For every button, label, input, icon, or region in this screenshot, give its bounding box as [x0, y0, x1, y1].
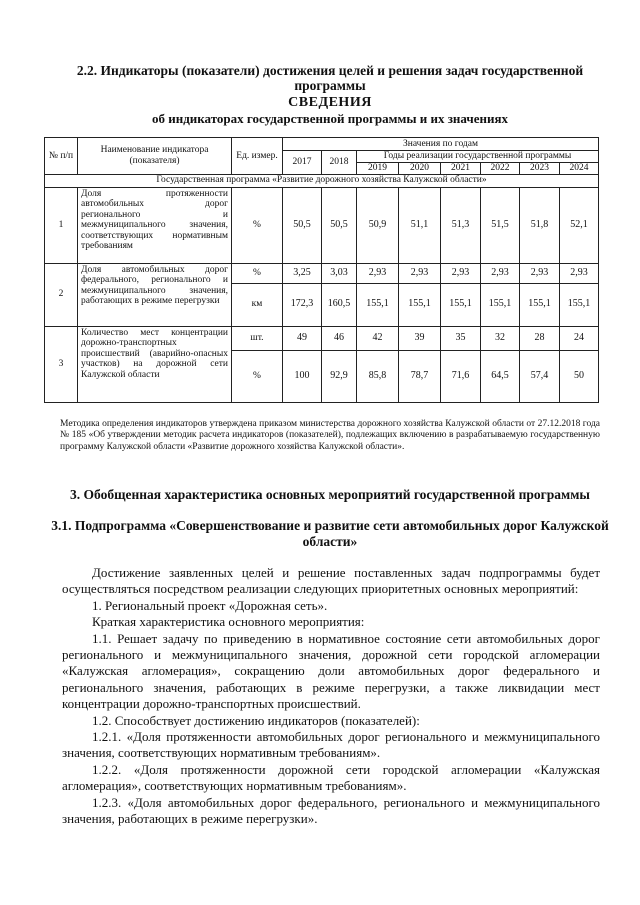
value-cell: 172,3 — [283, 283, 322, 326]
section-heading-3-1: 3.1. Подпрограмма «Совершенствование и развитие сети автомобильных дорог Калужской области» — [51, 518, 609, 549]
header-year: 2017 — [283, 151, 322, 175]
header-num: № п/п — [45, 138, 78, 175]
value-cell: 51,3 — [441, 187, 481, 263]
value-cell: 64,5 — [481, 350, 520, 402]
value-cell: 2,93 — [399, 263, 441, 283]
value-cell: 32 — [481, 326, 520, 350]
unit-cell: % — [232, 350, 283, 402]
header-year: 2023 — [520, 162, 560, 174]
value-cell: 52,1 — [560, 187, 599, 263]
unit-cell: % — [232, 263, 283, 283]
unit-cell: % — [232, 187, 283, 263]
header-year: 2020 — [399, 162, 441, 174]
value-cell: 46 — [322, 326, 357, 350]
header-unit: Ед. измер. — [232, 138, 283, 175]
value-cell: 42 — [357, 326, 399, 350]
value-cell: 50,5 — [322, 187, 357, 263]
paragraph: 1.2.1. «Доля протяженности автомобильных дорог регионального и межмуниципального значения, соответствующих нормативным требованиям». — [62, 729, 600, 761]
value-cell: 155,1 — [357, 283, 399, 326]
table-body — [45, 187, 599, 402]
value-cell: 57,4 — [520, 350, 560, 402]
table-row — [45, 187, 599, 263]
value-cell: 78,7 — [399, 350, 441, 402]
unit-cell: шт. — [232, 326, 283, 350]
svedenia-title: СВЕДЕНИЯ — [288, 95, 372, 110]
indicator-name: Количество мест концентрации дорожно-транспортных происшествий (аварийно-опасных участков) на дорожной сети Калужской области — [78, 326, 232, 402]
value-cell: 2,93 — [520, 263, 560, 283]
header-year: 2024 — [560, 162, 599, 174]
unit-cell: км — [232, 283, 283, 326]
value-cell: 155,1 — [520, 283, 560, 326]
program-row: Государственная программа «Развитие дорожного хозяйства Калужской области» — [45, 174, 599, 187]
value-cell: 2,93 — [560, 263, 599, 283]
value-cell: 3,03 — [322, 263, 357, 283]
value-cell: 92,9 — [322, 350, 357, 402]
value-cell: 85,8 — [357, 350, 399, 402]
indicator-name: Доля протяженности автомобильных дорог регионального и межмуниципального значения, соответствующих нормативным требованиям — [78, 187, 232, 263]
value-cell: 3,25 — [283, 263, 322, 283]
value-cell: 51,8 — [520, 187, 560, 263]
header-year: 2022 — [481, 162, 520, 174]
section-heading-3: 3. Обобщенная характеристика основных мероприятий государственной программы — [70, 487, 590, 502]
paragraph: 1.2.2. «Доля протяженности дорожной сети городской агломерации «Калужская агломерация», соответствующих нормативным требованиям». — [62, 761, 600, 794]
table-row — [45, 326, 599, 350]
value-cell: 49 — [283, 326, 322, 350]
methodology-note: Методика определения индикаторов утверждена приказом министерства дорожного хозяйства Калужской области от 27.12.2018 года № 185 «Об утверждении методик расчета индикаторов (показателей), подлежащих включению в разрабатываемую государственную программу Калужской области «Развитие дорожного хозяйства Калужской области». — [60, 419, 600, 452]
value-cell: 100 — [283, 350, 322, 402]
paragraph: Краткая характеристика основного мероприятия: — [92, 614, 365, 630]
header-name: Наименование индикатора (показателя) — [78, 138, 232, 175]
paragraph: 1.2.3. «Доля автомобильных дорог федерального, регионального и межмуниципального значения, работающих в режиме перегрузки». — [62, 794, 600, 827]
value-cell: 155,1 — [481, 283, 520, 326]
paragraph: 1.1. Решает задачу по приведению в нормативное состояние сети автомобильных дорог регионального и межмуниципального значения, дорожной сети городской агломерации «Калужская агломерация», сокращению доли автомобильных дорог федерального и регионального значения, работающих в режиме перегрузки, а также ликвидации мест концентрации дорожно-транспортных происшествий. — [62, 630, 600, 712]
header-year: 2019 — [357, 162, 399, 174]
header-year: 2018 — [322, 151, 357, 175]
row-number: 2 — [45, 263, 78, 326]
value-cell: 50 — [560, 350, 599, 402]
value-cell: 155,1 — [560, 283, 599, 326]
value-cell: 51,1 — [399, 187, 441, 263]
value-cell: 39 — [399, 326, 441, 350]
body-text — [62, 565, 600, 828]
value-cell: 2,93 — [481, 263, 520, 283]
value-cell: 160,5 — [322, 283, 357, 326]
paragraph: 1. Региональный проект «Дорожная сеть». — [92, 597, 328, 613]
value-cell: 155,1 — [441, 283, 481, 326]
header-year: 2021 — [441, 162, 481, 174]
value-cell: 50,5 — [283, 187, 322, 263]
value-cell: 2,93 — [357, 263, 399, 283]
row-number: 3 — [45, 326, 78, 402]
paragraph: 1.2. Способствует достижению индикаторов (показателей): — [92, 712, 420, 728]
table-subtitle: об индикаторах государственной программы и их значениях — [151, 111, 509, 126]
value-cell: 50,9 — [357, 187, 399, 263]
value-cell: 51,5 — [481, 187, 520, 263]
header-values: Значения по годам — [283, 138, 599, 151]
header-impl-years: Годы реализации государственной программы — [357, 151, 599, 163]
section-heading-2-2: 2.2. Индикаторы (показатели) достижения целей и решения задач государственной программы — [76, 63, 584, 93]
indicators-table — [44, 137, 599, 403]
value-cell: 35 — [441, 326, 481, 350]
value-cell: 2,93 — [441, 263, 481, 283]
indicator-name: Доля автомобильных дорог федерального, регионального и межмуниципального значения, работающих в режиме перегрузки — [78, 263, 232, 326]
value-cell: 28 — [520, 326, 560, 350]
row-number: 1 — [45, 187, 78, 263]
paragraph: Достижение заявленных целей и решение поставленных задач подпрограммы будет осуществляться посредством реализации следующих приоритетных основных мероприятий: — [62, 565, 600, 597]
table-row — [45, 263, 599, 283]
value-cell: 155,1 — [399, 283, 441, 326]
value-cell: 24 — [560, 326, 599, 350]
value-cell: 71,6 — [441, 350, 481, 402]
